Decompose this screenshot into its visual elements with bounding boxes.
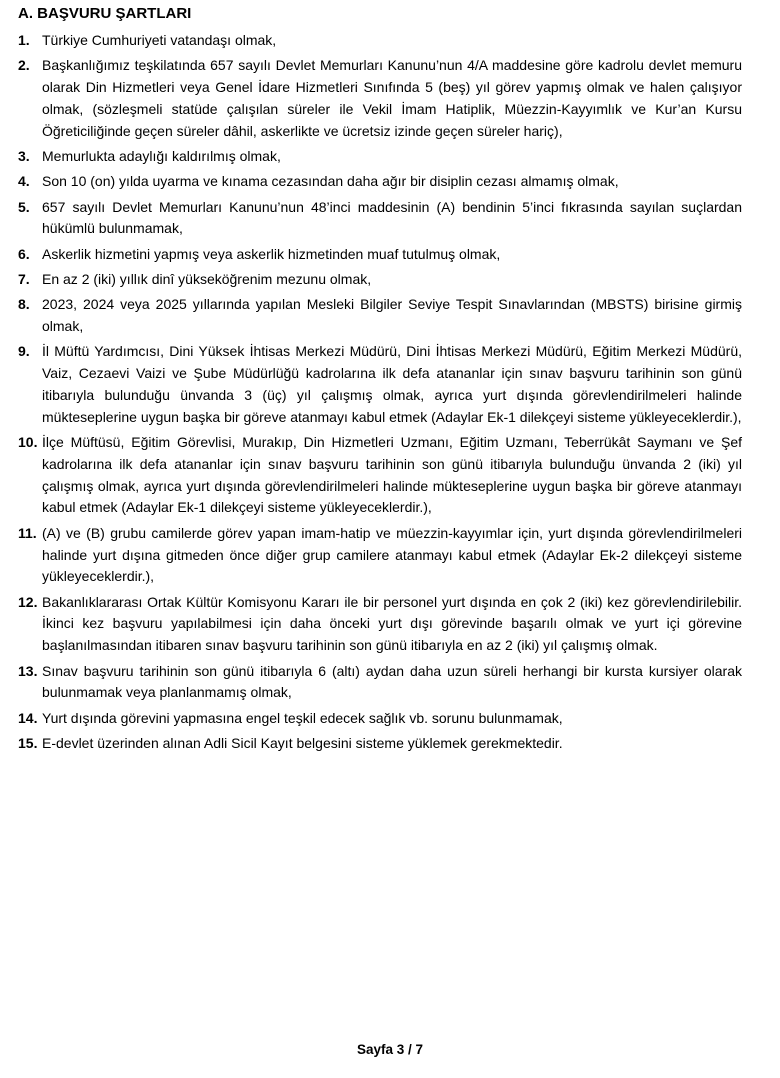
item-text: Son 10 (on) yılda uyarma ve kınama cezasından daha ağır bir disiplin cezası almamış olmak, bbox=[42, 173, 619, 190]
requirements-list bbox=[18, 30, 742, 758]
item-text: İl Müftü Yardımcısı, Dini Yüksek İhtisas Merkezi Müdürü, Dini İhtisas Merkezi Müdürü, Eğitim Merkezi Müdürü, Vaiz, Cezaevi Vaizi ve Şube Müdürlüğü kadrolarına ilk defa atananlar için sınav başvuru tarihinin son günü itibarıyla bulunduğu ünvanda 3 (üç) yıl çalışmış olmak, ayrıca yurt dışında görevlendirilmeleri halinde mükteseplerine uygun başka bir göreve atanmayı kabul etmek (Adaylar Ek-1 dilekçeyi sisteme yükleyeceklerdir.), bbox=[42, 343, 742, 425]
list-item bbox=[18, 592, 742, 657]
item-text: Yurt dışında görevini yapmasına engel teşkil edecek sağlık vb. sorunu bulunmamak, bbox=[42, 709, 563, 726]
item-number: 5. bbox=[18, 198, 30, 215]
item-text: Askerlik hizmetini yapmış veya askerlik hizmetinden muaf tutulmuş olmak, bbox=[42, 245, 501, 262]
list-item bbox=[18, 432, 742, 519]
item-number: 2. bbox=[18, 57, 30, 74]
item-number: 1. bbox=[18, 32, 30, 48]
item-number: 9. bbox=[18, 343, 30, 360]
list-item bbox=[18, 171, 742, 193]
section-heading: A. BAŞVURU ŞARTLARI bbox=[18, 5, 192, 22]
item-number: 11. bbox=[18, 524, 37, 541]
item-text: Memurlukta adaylığı kaldırılmış olmak, bbox=[42, 147, 281, 164]
list-item bbox=[18, 30, 742, 52]
list-item bbox=[18, 244, 742, 266]
item-text: 657 sayılı Devlet Memurları Kanunu’nun 48’inci maddesinin (A) bendinin 5’inci fıkrasında sayılan suçlardan hükümlü bulunmamak, bbox=[42, 198, 742, 237]
item-number: 3. bbox=[18, 147, 30, 164]
list-item bbox=[18, 523, 742, 588]
item-text: (A) ve (B) grubu camilerde görev yapan imam-hatip ve müezzin-kayyımlar için, yurt dışında görevlendirilmeleri halinde yurt dışına gitmeden önce diğer grup camilere atanmayı kabul etmek (Adaylar Ek-2 dilekçeyi sisteme yükleyeceklerdir.), bbox=[42, 524, 742, 585]
item-number: 6. bbox=[18, 245, 30, 262]
list-item bbox=[18, 341, 742, 428]
list-item bbox=[18, 294, 742, 338]
list-item bbox=[18, 708, 742, 730]
item-text: İlçe Müftüsü, Eğitim Görevlisi, Murakıp, Din Hizmetleri Uzmanı, Eğitim Uzmanı, Teberrükât Saymanı ve Şef kadrolarına ilk defa atananlar için sınav başvuru tarihinin son günü itibarıyla bulunduğu ünvanda 2 (iki) yıl çalışmış olmak, ayrıca yurt dışında görevlendirilmeleri halinde mükteseplerine uygun başka bir göreve atanmayı kabul etmek (Adaylar Ek-1 dilekçeyi sisteme yükleyeceklerdir.), bbox=[42, 434, 742, 516]
list-item bbox=[18, 197, 742, 241]
item-number: 7. bbox=[18, 270, 30, 287]
item-number: 4. bbox=[18, 173, 30, 190]
item-number: 10. bbox=[18, 434, 38, 451]
item-number: 8. bbox=[18, 296, 30, 313]
item-number: 15. bbox=[18, 734, 38, 751]
list-item bbox=[18, 733, 742, 755]
item-number: 12. bbox=[18, 593, 38, 610]
item-text: Sınav başvuru tarihinin son günü itibarıyla 6 (altı) aydan daha uzun süreli herhangi bir kursta kursiyer olarak bulunmamak veya planlanmamış olmak, bbox=[42, 662, 742, 701]
page-number: Sayfa 3 / 7 bbox=[356, 1042, 424, 1057]
item-text: 2023, 2024 veya 2025 yıllarında yapılan Mesleki Bilgiler Seviye Tespit Sınavlarından (MBSTS) birisine girmiş olmak, bbox=[42, 296, 742, 335]
list-item bbox=[18, 661, 742, 705]
item-text: En az 2 (iki) yıllık dinî yükseköğrenim mezunu olmak, bbox=[42, 270, 372, 287]
item-text: Başkanlığımız teşkilatında 657 sayılı Devlet Memurları Kanunu’nun 4/A maddesine göre kadrolu devlet memuru olarak Din Hizmetleri veya Genel İdare Hizmetleri Sınıfında 5 (beş) yıl görev yapmış olmak ve halen çalışıyor olmak, (sözleşmeli statüde çalışılan süreler ile Vekil İmam Hatiplik, Müezzin-Kayyımlık ve Kur’an Kursu Öğreticiliğinde geçen süreler dâhil, askerlikte ve ücretsiz izinde geçen süreler hariç), bbox=[42, 57, 742, 139]
item-number: 13. bbox=[18, 662, 38, 679]
list-item bbox=[18, 269, 742, 291]
list-item bbox=[18, 55, 742, 142]
item-number: 14. bbox=[18, 709, 38, 726]
item-text: Türkiye Cumhuriyeti vatandaşı olmak, bbox=[42, 32, 277, 48]
item-text: Bakanlıklararası Ortak Kültür Komisyonu Kararı ile bir personel yurt dışında en çok 2 (iki) kez görevlendirilebilir. İkinci kez başvuru yapılabilmesi için daha önceki yurt dışı görevinde başarılı olmak ve yurt içi görevine başlanılmasından itibaren sınav başvuru tarihinin son günü itibarıyla en az 2 (iki) yıl çalışmış olmak. bbox=[42, 593, 742, 654]
list-item bbox=[18, 146, 742, 168]
item-text: E-devlet üzerinden alınan Adli Sicil Kayıt belgesini sisteme yüklemek gerekmektedir. bbox=[42, 734, 563, 751]
